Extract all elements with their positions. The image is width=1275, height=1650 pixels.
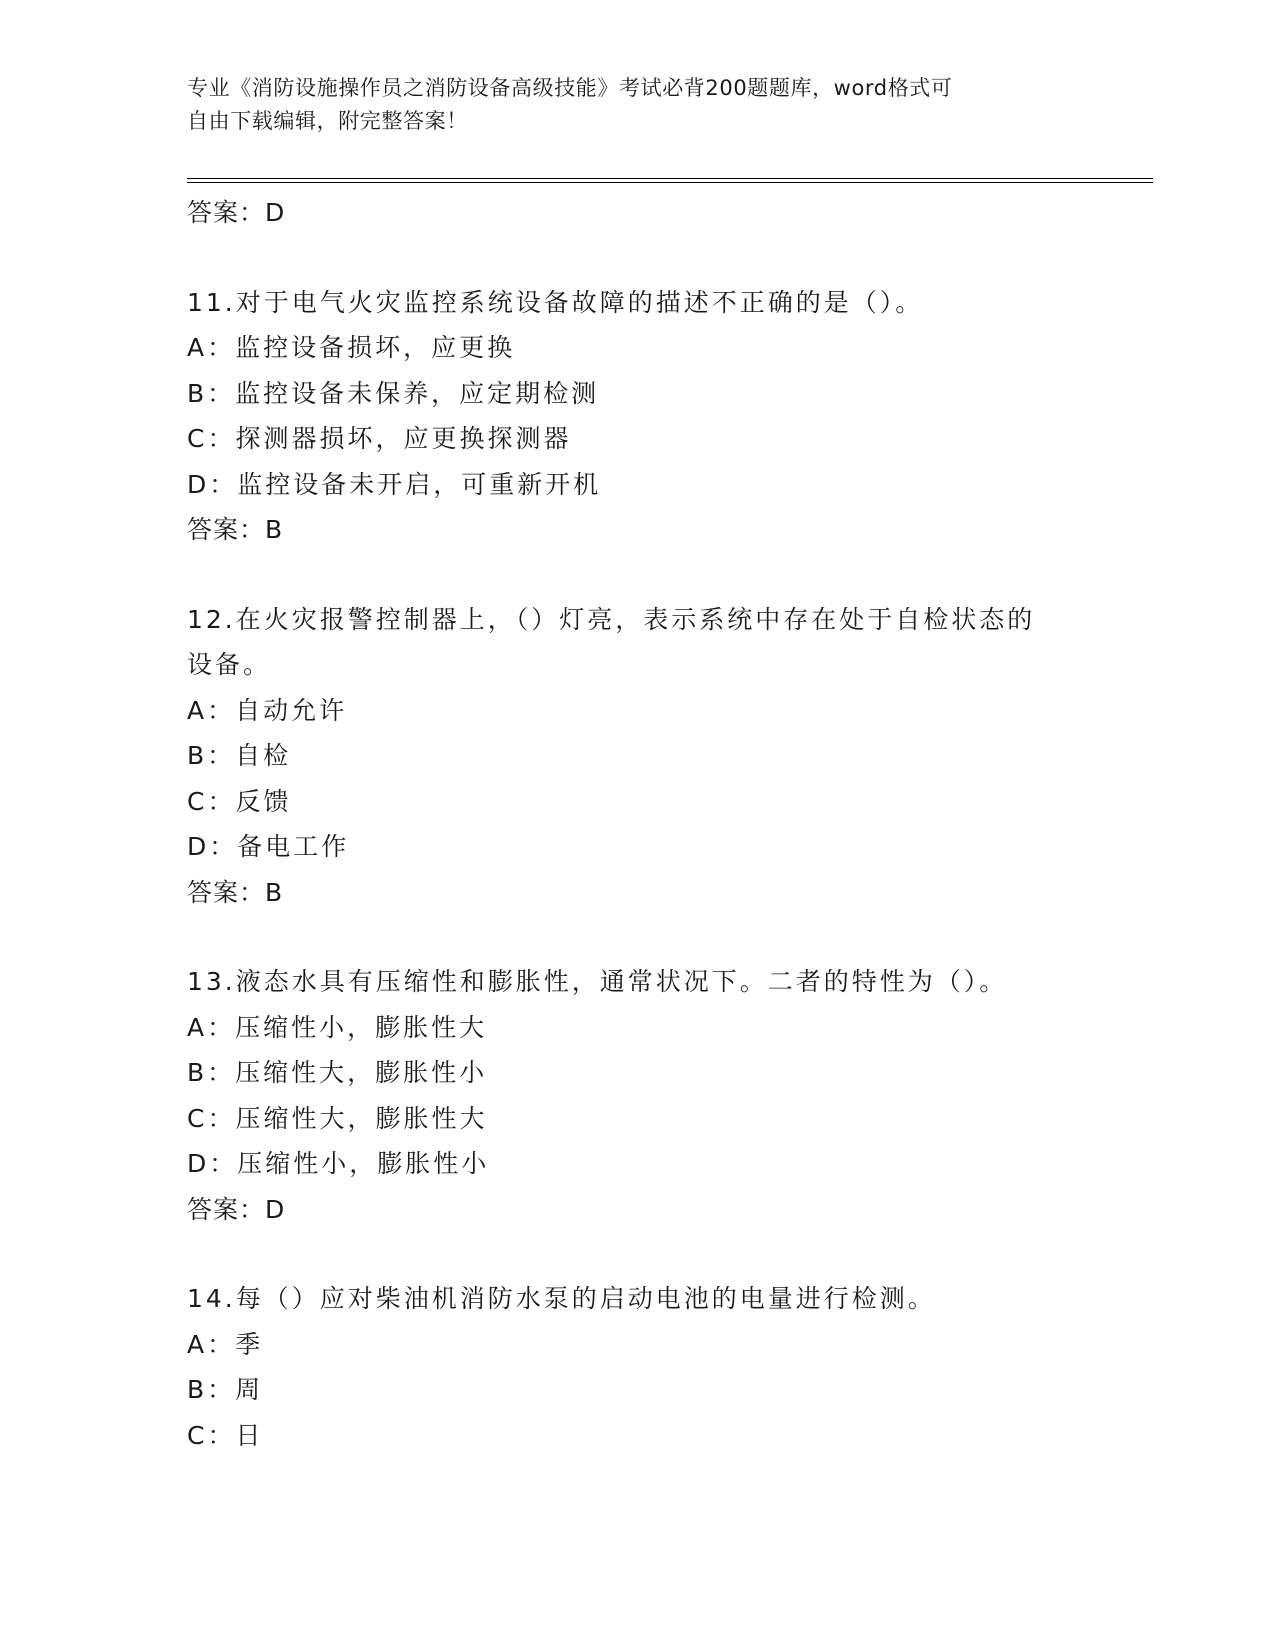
option-b: B：自检 bbox=[187, 741, 292, 770]
question-stem: 12.在火灾报警控制器上，（）灯亮，表示系统中存在处于自检状态的 bbox=[187, 604, 1036, 634]
option-c: C：日 bbox=[187, 1420, 264, 1450]
option-b: B：周 bbox=[187, 1375, 264, 1404]
question-stem-continued: 设备。 bbox=[187, 650, 272, 679]
header-line-1: 专业《消防设施操作员之消防设备高级技能》考试必背200题题库，word格式可 bbox=[187, 76, 953, 100]
question-block bbox=[187, 959, 1087, 1232]
option-d: D：备电工作 bbox=[187, 832, 350, 861]
page-header bbox=[187, 72, 1067, 138]
question-stem: 14.每（）应对柴油机消防水泵的启动电池的电量进行检测。 bbox=[187, 1284, 936, 1313]
question-stem: 13.液态水具有压缩性和膨胀性，通常状况下。二者的特性为（）。 bbox=[187, 967, 1008, 996]
option-a: A：季 bbox=[187, 1329, 264, 1359]
option-a: A：监控设备损坏，应更换 bbox=[187, 333, 516, 362]
option-b: B：压缩性大，膨胀性小 bbox=[187, 1058, 488, 1087]
header-divider bbox=[187, 178, 1153, 183]
spacer bbox=[187, 236, 1087, 280]
answer-line: 答案：D bbox=[187, 1194, 286, 1224]
option-c: C：压缩性大，膨胀性大 bbox=[187, 1103, 488, 1133]
option-c: C：反馈 bbox=[187, 786, 292, 816]
spacer bbox=[187, 1232, 1087, 1276]
question-stem: 11.对于电气火灾监控系统设备故障的描述不正确的是（）。 bbox=[187, 287, 924, 317]
question-block bbox=[187, 1276, 1087, 1458]
option-c: C：探测器损坏，应更换探测器 bbox=[187, 424, 572, 453]
spacer bbox=[187, 553, 1087, 597]
question-block bbox=[187, 280, 1087, 553]
answer-line: 答案：D bbox=[187, 198, 286, 227]
option-d: D：压缩性小，膨胀性小 bbox=[187, 1149, 490, 1178]
question-list bbox=[187, 190, 1087, 1458]
answer-line: 答案：B bbox=[187, 877, 284, 907]
option-b: B：监控设备未保养，应定期检测 bbox=[187, 378, 600, 408]
option-d: D：监控设备未开启，可重新开机 bbox=[187, 469, 602, 499]
option-a: A：压缩性小，膨胀性大 bbox=[187, 1012, 488, 1042]
answer-line: 答案：B bbox=[187, 515, 284, 544]
question-block bbox=[187, 597, 1087, 916]
spacer bbox=[187, 915, 1087, 959]
option-a: A：自动允许 bbox=[187, 695, 348, 725]
header-line-2: 自由下载编辑，附完整答案！ bbox=[187, 109, 468, 133]
